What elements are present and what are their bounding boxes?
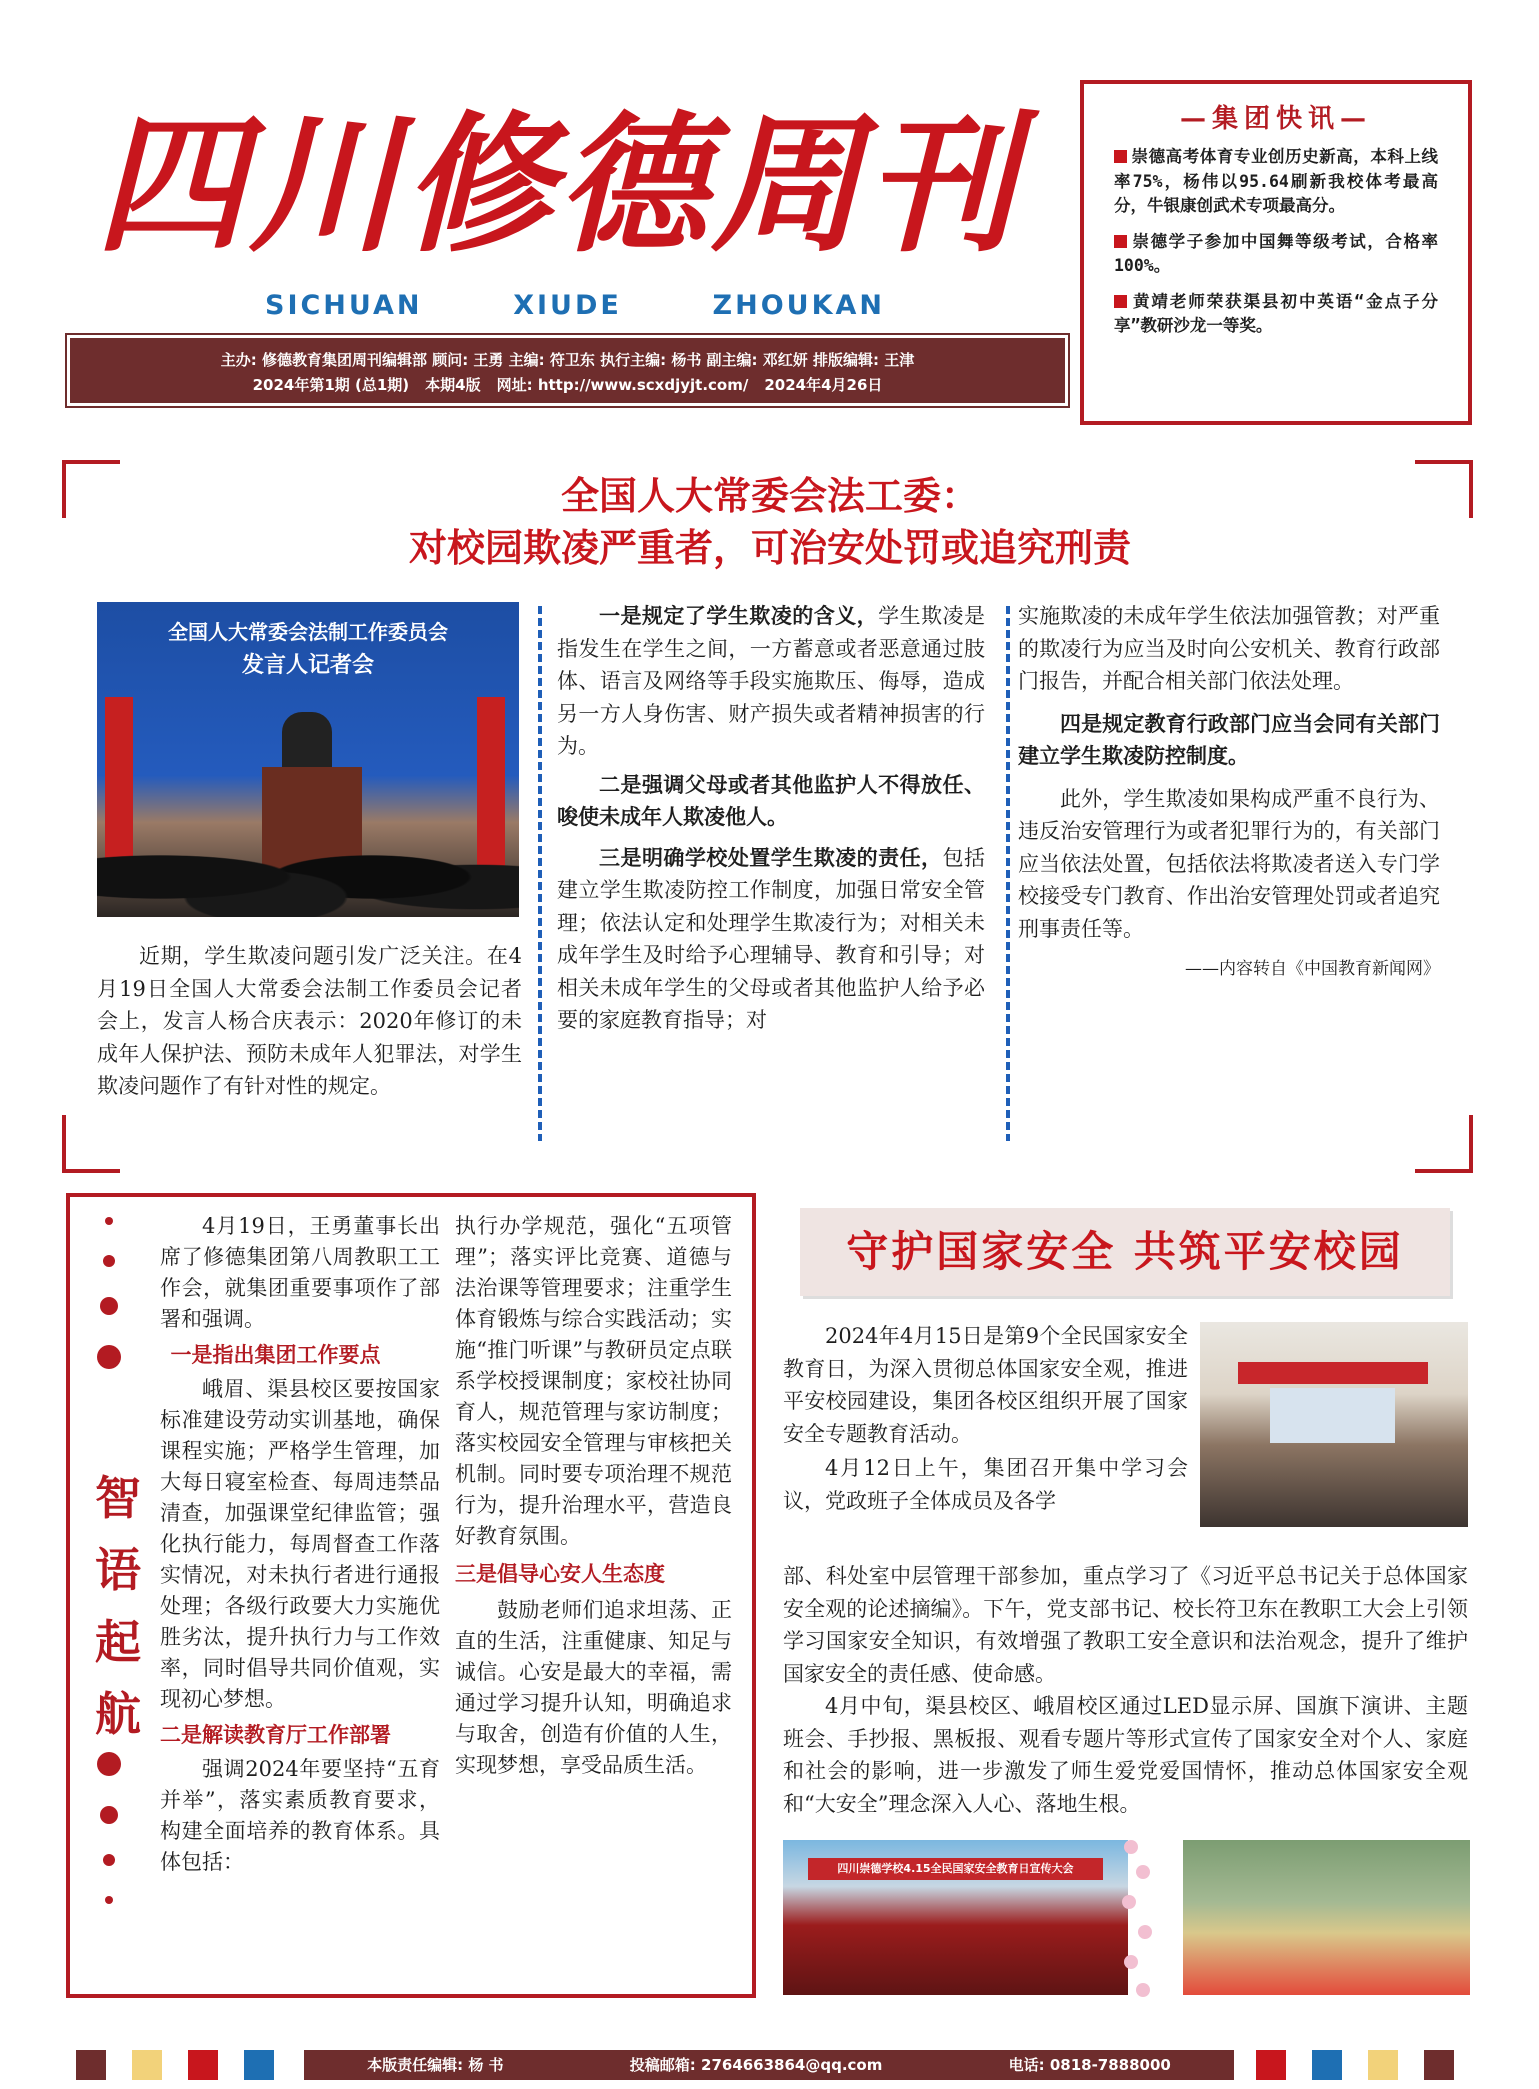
color-square-icon (132, 2050, 162, 2080)
color-square-icon (1368, 2050, 1398, 2080)
dot-icon (103, 1854, 115, 1866)
column-divider (1006, 606, 1010, 1141)
corner-ornament-icon (62, 1115, 120, 1173)
color-square-icon (1424, 2050, 1454, 2080)
footer-editor: 本版责任编辑: 杨 书 (367, 2056, 504, 2074)
corner-ornament-icon (1415, 460, 1473, 518)
article3-p1-text: 2024年4月15日是第9个全民国家安全教育日，为深入贯彻总体国家安全观，推进平安校园建设，集团各校区组织开展了国家安全专题教育活动。 (783, 1324, 1188, 1446)
audience-heads (97, 817, 519, 917)
students-posters-photo (1183, 1840, 1470, 1995)
article3-p3-text: 4月中旬，渠县校区、峨眉校区通过LED显示屏、国旗下演讲、主题班会、手抄报、黑板报、观看专题片等形式宣传了国家安全对个人、家庭和社会的影响，进一步激发了师生爱党爱国情怀，推动总体国家安全观和“大安全”理念深入人心、落地生根。 (783, 1694, 1468, 1816)
news-text: 黄靖老师荣获渠县初中英语“金点子分享”教研沙龙一等奖。 (1114, 291, 1438, 335)
news-item (1114, 145, 1438, 219)
article1-col1 (97, 940, 522, 1103)
dot-icon (105, 1896, 113, 1904)
assembly-banner-text: 四川崇德学校4.15全民国家安全教育日宣传大会 (837, 1862, 1074, 1875)
footer-bar (304, 2050, 1234, 2080)
dot-icon (105, 1217, 113, 1225)
article3-body (783, 1560, 1468, 1820)
color-square-icon (188, 2050, 218, 2080)
article2-intro: 4月19日，王勇董事长出席了修德集团第八周教职工工作会，就集团重要事项作了部署和强调。 (160, 1214, 440, 1331)
meeting-screen (1270, 1388, 1395, 1443)
side-title-char: 语 (95, 1543, 141, 1597)
side-title-char: 航 (95, 1687, 141, 1741)
info-pages: 本期4版 (425, 376, 481, 394)
column-divider (538, 606, 542, 1141)
pinyin-1: SICHUAN (265, 290, 423, 321)
article1-title-line1: 全国人大常委会法工委： (560, 473, 979, 518)
news-item (1114, 230, 1438, 279)
footer (66, 2050, 1466, 2082)
info-row-2 (72, 373, 1063, 398)
dot-icon (103, 1255, 115, 1267)
dot-icon (100, 1297, 118, 1315)
article2-heading-1: 一是指出集团工作要点 (170, 1342, 381, 1367)
news-title: —集团快讯— (1179, 104, 1372, 134)
info-row-1 (72, 348, 1063, 373)
article1-col2 (557, 600, 985, 1037)
corner-ornament-icon (1415, 1115, 1473, 1173)
article3-p2-rest: 部、科处室中层管理干部参加，重点学习了《习近平总书记关于总体国家安全观的论述摘编》。下午，党支部书记、校长符卫东在教职工大会上引领学习国家安全知识，有效增强了教职工安全意识和法治观念，提升了维护国家安全的责任感、使命感。 (783, 1564, 1468, 1686)
flower-icon (1122, 1895, 1136, 1909)
color-square-icon (76, 2050, 106, 2080)
info-staff: 主办: 修德教育集团周刊编辑部 顾问: 王勇 主编: 符卫东 执行主编: 杨书 副主编: 邓红妍 排版编辑: 王津 (220, 351, 915, 369)
flower-icon (1124, 1955, 1138, 1969)
article1-title (200, 470, 1340, 574)
color-square-icon (1312, 2050, 1342, 2080)
photo-caption-2: 发言人记者会 (241, 653, 374, 678)
masthead-info-bar (70, 338, 1065, 403)
article1-title-line2: 对校园欺凌严重者，可治安处罚或追究刑责 (408, 525, 1131, 570)
article1-col1-text: 近期，学生欺凌问题引发广泛关注。在4月19日全国人大常委会法制工作委员会记者会上，发言人杨合庆表示：2020年修订的未成年人保护法、预防未成年人犯罪法，对学生欺凌问题作了有针对性的规定。 (97, 944, 522, 1098)
bullet-square-icon (1114, 150, 1127, 163)
info-issue: 2024年第1期 (总1期) (252, 376, 410, 394)
info-date: 2024年4月26日 (764, 376, 883, 394)
article2-heading-2: 二是解读教育厅工作部署 (160, 1722, 391, 1747)
point-one-heading: 一是规定了学生欺凌的含义， (599, 603, 879, 628)
article3-title: 守护国家安全 共筑平安校园 (800, 1208, 1450, 1296)
article2-point2-text: 强调2024年要坚持“五育并举”，落实素质教育要求，构建全面培养的教育体系。具体包括： (160, 1757, 440, 1874)
flower-icon (1136, 1865, 1150, 1879)
article1-col3 (1018, 600, 1440, 986)
flower-icon (1136, 1983, 1150, 1997)
side-title-char: 起 (95, 1615, 141, 1669)
article2-col2 (455, 1211, 732, 1781)
wisdom-sailing-box (66, 1193, 756, 1998)
school-assembly-photo (783, 1840, 1128, 1995)
masthead-title: 四川修德周刊 (95, 97, 1020, 273)
dot-ornament (96, 1752, 122, 1934)
press-conference-photo (97, 602, 519, 917)
pinyin-3: ZHOUKAN (712, 290, 885, 321)
group-news-box (1080, 80, 1472, 425)
footer-phone: 电话: 0818-7888000 (1008, 2056, 1171, 2074)
flower-icon (1124, 1840, 1138, 1854)
point-four-heading: 四是规定教育行政部门应当会同有关部门建立学生欺凌防控制度。 (1018, 710, 1440, 768)
flower-ornament (1116, 1835, 1176, 2005)
study-meeting-photo (1200, 1322, 1468, 1527)
corner-ornament-icon (62, 460, 120, 518)
dot-icon (100, 1806, 118, 1824)
side-title-char: 智 (95, 1471, 141, 1525)
color-square-icon (1256, 2050, 1286, 2080)
point-two-heading: 二是强调父母或者其他监护人不得放任、唆使未成年人欺凌他人。 (557, 771, 985, 829)
footer-email[interactable]: 投稿邮箱: 2764663864@qq.com (629, 2056, 883, 2074)
dot-icon (97, 1345, 121, 1369)
photo-caption-1: 全国人大常委会法制工作委员会 (168, 620, 448, 644)
news-text: 崇德高考体育专业创历史新高，本科上线率75%，杨伟以95.64刷新我校体考最高分，牛银康创武术专项最高分。 (1114, 147, 1438, 215)
dot-icon (97, 1752, 121, 1776)
article3-p2-start: 4月12日上午，集团召开集中学习会议，党政班子全体成员及各学 (783, 1456, 1188, 1513)
article3-p1 (783, 1320, 1188, 1517)
point-one-text: 学生欺凌是指发生在学生之间，一方蓄意或者恶意通过肢体、语言及网络等手段实施欺压、侮辱，造成另一方人身伤害、财产损失或者精神损害的行为。 (557, 604, 986, 758)
bullet-square-icon (1114, 235, 1127, 248)
meeting-banner (1238, 1362, 1428, 1384)
article2-col2-text: 执行办学规范，强化“五项管理”；落实评比竞赛、道德与法治课等管理要求；注重学生体育锻炼与综合实践活动；实施“推门听课”与教研员定点联系学校授课制度；家校社协同育人，规范管理与家访制度；落实校园安全管理与审核把关机制。同时要专项治理不规范行为，提升治理水平，营造良好教育氛围。 (455, 1214, 732, 1548)
point-three-heading: 三是明确学校处置学生欺凌的责任， (599, 844, 943, 870)
article1-source: ——内容转自《中国教育新闻网》 (1185, 959, 1440, 979)
side-title (88, 1462, 148, 1750)
bullet-square-icon (1114, 295, 1127, 308)
masthead-pinyin (265, 290, 885, 321)
article1-col3-text: 此外，学生欺凌如果构成严重不良行为、违反治安管理行为或者犯罪行为的，有关部门应当依法处置，包括依法将欺凌者送入专门学校接受专门教育、作出治安管理处罚或者追究刑事责任等。 (1018, 786, 1440, 941)
article2-point1-text: 峨眉、渠县校区要按国家标准建设劳动实训基地，确保课程实施；严格学生管理，加大每日寝室检查、每周违禁品清查，加强课堂纪律监管；强化执行能力，每周督查工作落实情况，对未执行者进行通报处理；各级行政要大力实施优胜劣汰，提升执行力与工作效率，同时倡导共同价值观，实现初心梦想。 (160, 1377, 440, 1711)
news-text: 崇德学子参加中国舞等级考试，合格率100%。 (1114, 231, 1438, 275)
pinyin-2: XIUDE (513, 290, 622, 321)
color-square-icon (244, 2050, 274, 2080)
flower-icon (1138, 1925, 1152, 1939)
article1-col3-continued: 实施欺凌的未成年学生依法加强管教；对严重的欺凌行为应当及时向公安机关、教育行政部门报告，并配合相关部门依法处理。 (1018, 604, 1440, 693)
article2-heading-3: 三是倡导心安人生态度 (455, 1561, 665, 1586)
article2-col1 (160, 1211, 440, 1878)
point-three-text: 包括建立学生欺凌防控工作制度，加强日常安全管理；依法认定和处理学生欺凌行为；对相关未成年学生及时给予心理辅导、教育和引导；对相关未成年学生的父母或者其他监护人给予必要的家庭教育指导；对 (557, 845, 986, 1032)
dot-ornament (96, 1217, 122, 1399)
article2-point3-text: 鼓励老师们追求坦荡、正直的生活，注重健康、知足与诚信。心安是最大的幸福，需通过学习提升认知，明确追求与取舍，创造有价值的人生，实现梦想，享受品质生活。 (455, 1598, 732, 1777)
news-item (1114, 290, 1438, 339)
info-url[interactable]: 网址: http://www.scxdjyjt.com/ (496, 376, 749, 394)
